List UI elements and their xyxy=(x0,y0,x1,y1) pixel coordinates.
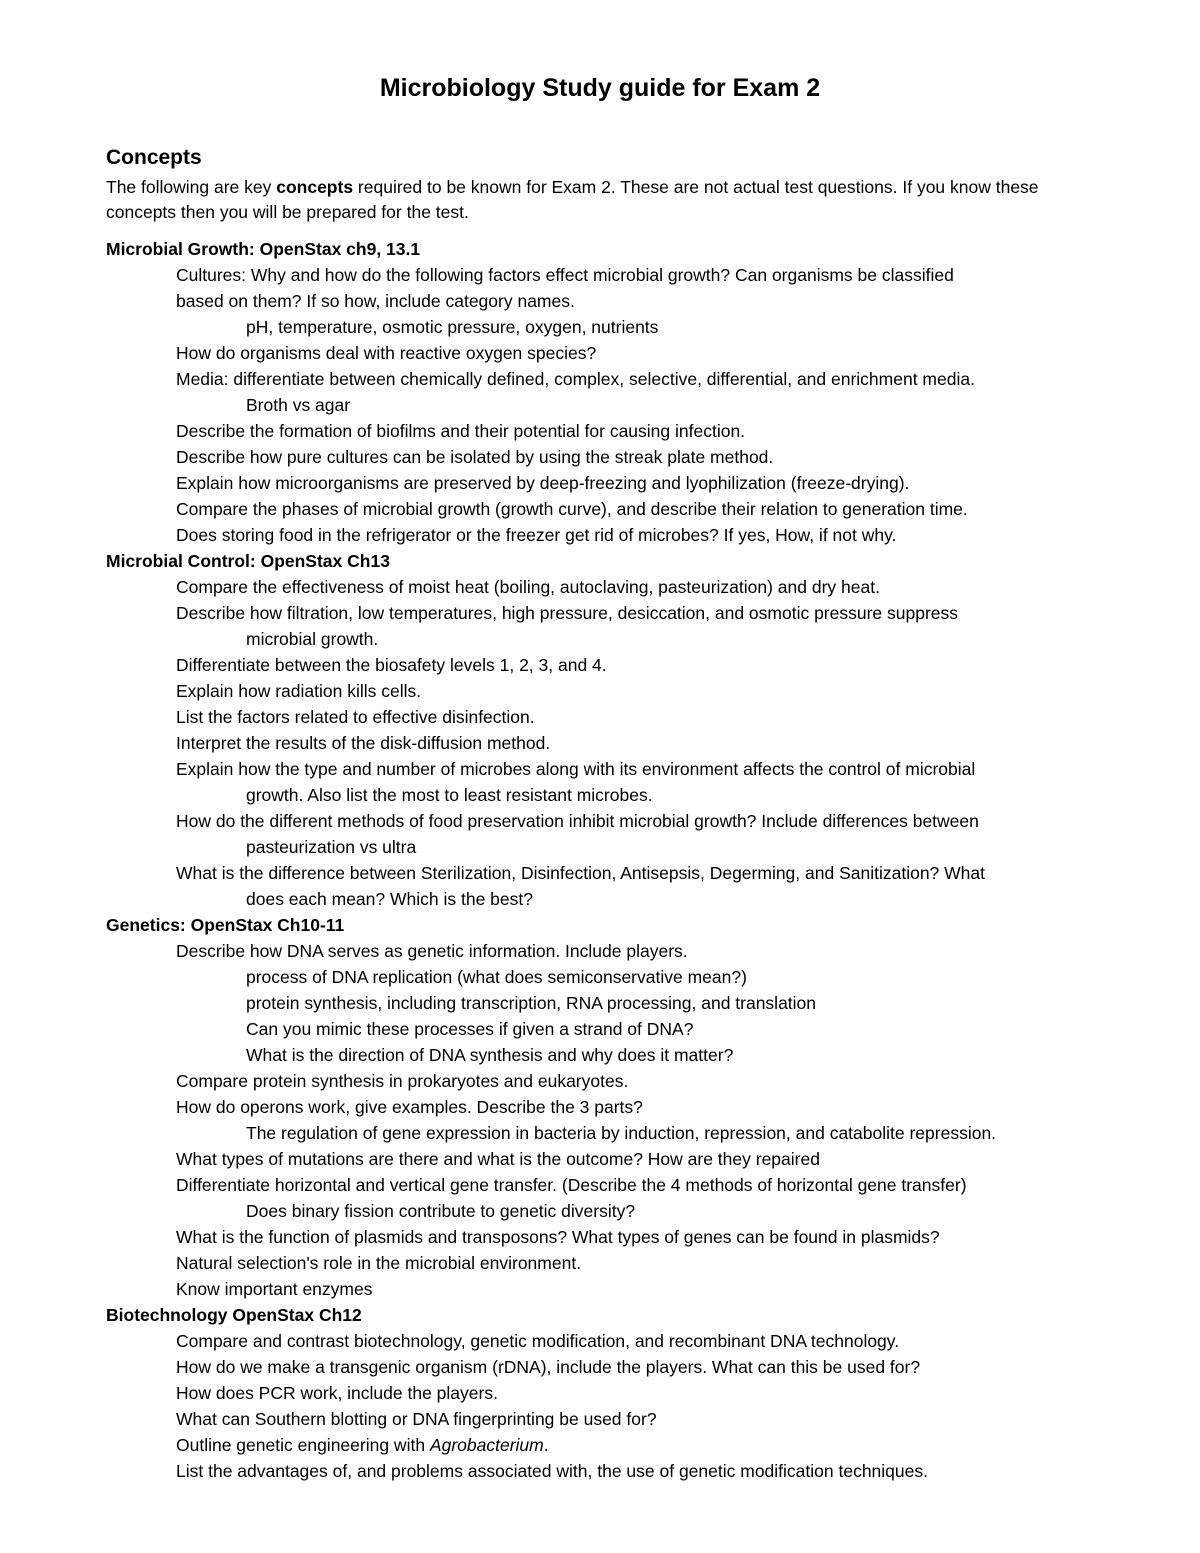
concept-item xyxy=(0,1250,1200,1276)
line-text: How do we make a transgenic organism (rDNA), include the players. What can this be used for? xyxy=(176,1357,921,1377)
line-text: protein synthesis, including transcription, RNA processing, and translation xyxy=(246,993,817,1013)
concept-subitem xyxy=(0,886,1200,912)
line-text: How do the different methods of food preservation inhibit microbial growth? Include differences between xyxy=(176,811,979,831)
line-text: Biotechnology OpenStax Ch12 xyxy=(106,1305,362,1325)
concept-item xyxy=(0,808,1200,834)
line-text: What is the direction of DNA synthesis and why does it matter? xyxy=(246,1045,734,1065)
concept-subitem xyxy=(0,314,1200,340)
italic-term: Agrobacterium xyxy=(429,1435,544,1455)
concept-item xyxy=(0,1094,1200,1120)
concept-item xyxy=(0,860,1200,886)
intro-paragraph xyxy=(106,175,1096,225)
concept-item xyxy=(0,1224,1200,1250)
line-text: based on them? If so how, include category names. xyxy=(176,291,575,311)
line-text: Know important enzymes xyxy=(176,1279,373,1299)
concepts-heading: Concepts xyxy=(106,146,202,169)
line-text: Compare the phases of microbial growth (growth curve), and describe their relation to generation time. xyxy=(176,499,968,519)
line-text: growth. Also list the most to least resistant microbes. xyxy=(246,785,653,805)
line-text: The regulation of gene expression in bacteria by induction, repression, and catabolite repression. xyxy=(246,1123,997,1143)
line-text: does each mean? Which is the best? xyxy=(246,889,533,909)
line-text: What is the difference between Sterilization, Disinfection, Antisepsis, Degerming, and Sanitization? What xyxy=(176,863,985,883)
line-text: Explain how the type and number of microbes along with its environment affects the control of microbial xyxy=(176,759,976,779)
concept-item xyxy=(0,730,1200,756)
concept-subitem xyxy=(0,1042,1200,1068)
concept-item xyxy=(0,1406,1200,1432)
line-text: Outline genetic engineering with xyxy=(176,1435,430,1455)
concept-item xyxy=(0,1328,1200,1354)
line-text: microbial growth. xyxy=(246,629,379,649)
concept-subitem xyxy=(0,1016,1200,1042)
line-text: What is the function of plasmids and transposons? What types of genes can be found in plasmids? xyxy=(176,1227,940,1247)
line-text: Describe the formation of biofilms and their potential for causing infection. xyxy=(176,421,746,441)
line-text: Describe how pure cultures can be isolated by using the streak plate method. xyxy=(176,447,774,467)
concept-subitem xyxy=(0,990,1200,1016)
concept-item xyxy=(0,1146,1200,1172)
concept-subitem xyxy=(0,782,1200,808)
concept-item xyxy=(0,522,1200,548)
concept-item xyxy=(0,756,1200,782)
concept-item xyxy=(0,340,1200,366)
line-text: Microbial Growth: OpenStax ch9, 13.1 xyxy=(106,239,421,259)
concept-item xyxy=(0,1432,1200,1458)
line-text: What types of mutations are there and what is the outcome? How are they repaired xyxy=(176,1149,820,1169)
line-text: Genetics: OpenStax Ch10-11 xyxy=(106,915,345,935)
concept-item xyxy=(0,1458,1200,1484)
concept-item xyxy=(0,1068,1200,1094)
line-text: Compare the effectiveness of moist heat (boiling, autoclaving, pasteurization) and dry heat. xyxy=(176,577,880,597)
concept-item xyxy=(0,600,1200,626)
concept-item xyxy=(0,288,1200,314)
line-text: Natural selection's role in the microbial environment. xyxy=(176,1253,582,1273)
line-text: Differentiate between the biosafety levels 1, 2, 3, and 4. xyxy=(176,655,607,675)
concept-item xyxy=(0,678,1200,704)
concept-item xyxy=(0,1380,1200,1406)
study-guide-list xyxy=(0,236,1200,1484)
concept-subitem xyxy=(0,1198,1200,1224)
concept-subitem xyxy=(0,1120,1200,1146)
concept-subitem xyxy=(0,392,1200,418)
concept-item xyxy=(0,652,1200,678)
topic-heading xyxy=(0,236,1200,262)
topic-heading xyxy=(0,912,1200,938)
line-text: pH, temperature, osmotic pressure, oxygen, nutrients xyxy=(246,317,659,337)
line-text: Describe how DNA serves as genetic information. Include players. xyxy=(176,941,688,961)
page-title: Microbiology Study guide for Exam 2 xyxy=(379,74,821,102)
topic-heading xyxy=(0,1302,1200,1328)
line-text: Does storing food in the refrigerator or the freezer get rid of microbes? If yes, How, if not why. xyxy=(176,525,897,545)
line-text: What can Southern blotting or DNA fingerprinting be used for? xyxy=(176,1409,657,1429)
line-text: Explain how microorganisms are preserved by deep-freezing and lyophilization (freeze-drying). xyxy=(176,473,910,493)
concept-item xyxy=(0,704,1200,730)
line-text: Explain how radiation kills cells. xyxy=(176,681,422,701)
concept-item xyxy=(0,444,1200,470)
line-text: Describe how filtration, low temperatures, high pressure, desiccation, and osmotic pressure suppress xyxy=(176,603,959,623)
line-text: How does PCR work, include the players. xyxy=(176,1383,498,1403)
concept-subitem xyxy=(0,964,1200,990)
intro-bold-term: concepts xyxy=(276,177,354,197)
line-text: List the advantages of, and problems associated with, the use of genetic modification techniques. xyxy=(176,1461,928,1481)
line-text: Microbial Control: OpenStax Ch13 xyxy=(106,551,390,571)
line-text: Compare protein synthesis in prokaryotes and eukaryotes. xyxy=(176,1071,629,1091)
line-text: process of DNA replication (what does semiconservative mean?) xyxy=(246,967,747,987)
line-text-after: . xyxy=(543,1435,549,1455)
line-text: Cultures: Why and how do the following factors effect microbial growth? Can organisms be classified xyxy=(176,265,954,285)
concept-item xyxy=(0,470,1200,496)
line-text: Does binary fission contribute to genetic diversity? xyxy=(246,1201,636,1221)
concept-subitem xyxy=(0,834,1200,860)
concept-item xyxy=(0,1276,1200,1302)
line-text: Interpret the results of the disk-diffusion method. xyxy=(176,733,551,753)
line-text: pasteurization vs ultra xyxy=(246,837,417,857)
concept-item xyxy=(0,1172,1200,1198)
line-text: Can you mimic these processes if given a strand of DNA? xyxy=(246,1019,694,1039)
concept-subitem xyxy=(0,626,1200,652)
line-text: Compare and contrast biotechnology, genetic modification, and recombinant DNA technology. xyxy=(176,1331,900,1351)
concept-item xyxy=(0,574,1200,600)
concept-item xyxy=(0,418,1200,444)
line-text: Broth vs agar xyxy=(246,395,351,415)
line-text: List the factors related to effective disinfection. xyxy=(176,707,535,727)
concept-item xyxy=(0,366,1200,392)
line-text: How do operons work, give examples. Describe the 3 parts? xyxy=(176,1097,643,1117)
line-text: Differentiate horizontal and vertical gene transfer. (Describe the 4 methods of horizontal gene transfer) xyxy=(176,1175,967,1195)
concept-item xyxy=(0,1354,1200,1380)
intro-text-start: The following are key xyxy=(106,177,277,197)
line-text: How do organisms deal with reactive oxygen species? xyxy=(176,343,597,363)
intro-text-end: required to be known for Exam 2. These are not actual test questions. If you know these concepts then you will be prepared for the test. xyxy=(106,177,1039,222)
topic-heading xyxy=(0,548,1200,574)
concept-item xyxy=(0,262,1200,288)
concept-item xyxy=(0,938,1200,964)
concept-item xyxy=(0,496,1200,522)
line-text: Media: differentiate between chemically defined, complex, selective, differential, and enrichment media. xyxy=(176,369,975,389)
